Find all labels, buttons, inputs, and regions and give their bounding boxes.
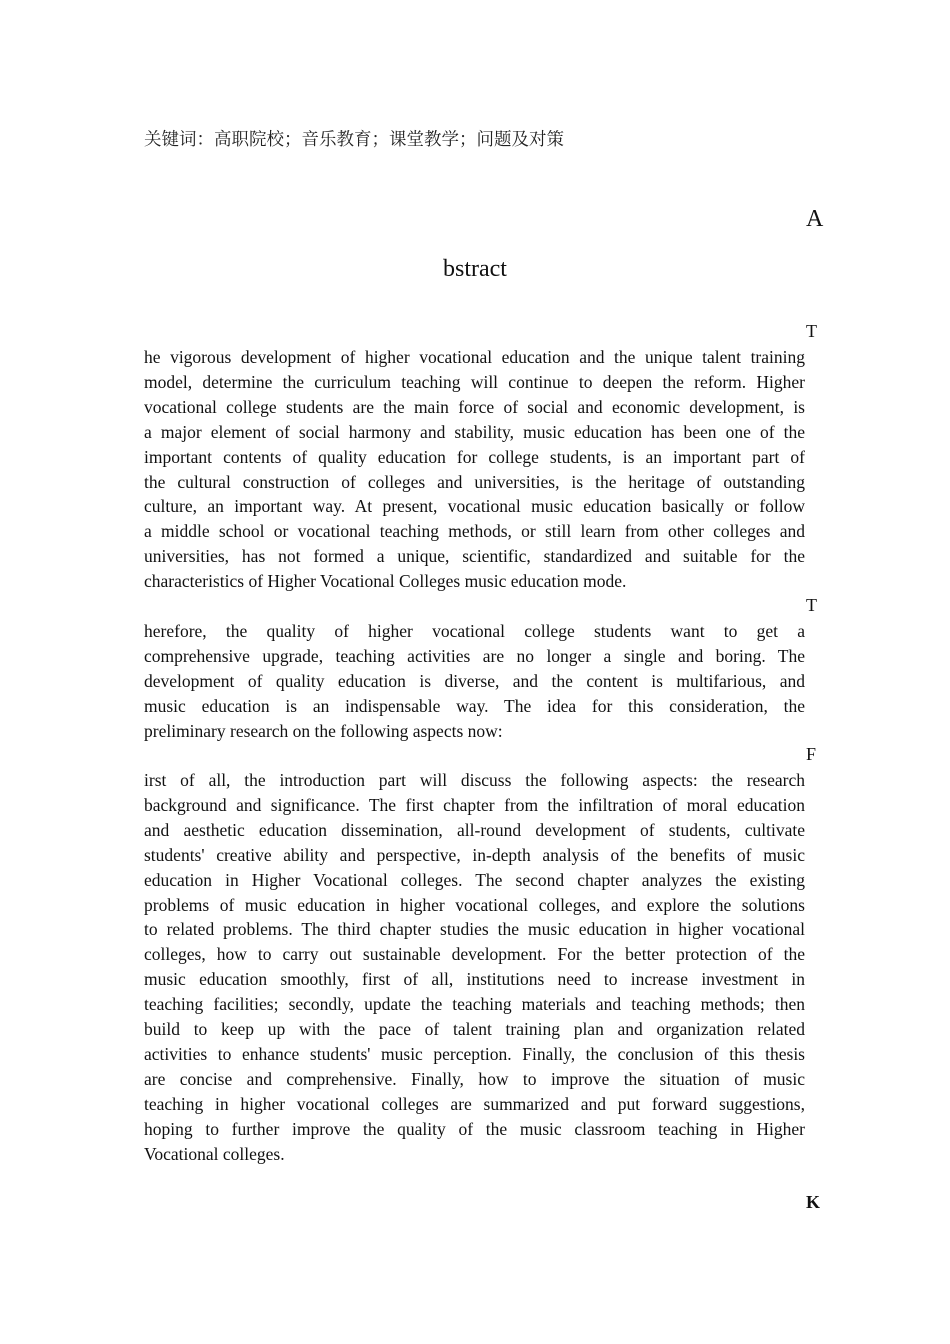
text-line: to related problems. The third chapter studies the music education in higher vocational [144,919,805,940]
text-line: irst of all, the introduction part will discuss the following aspects: the research [144,770,805,790]
chinese-keywords: 关键词：高职院校；音乐教育；课堂教学；问题及对策 [144,130,564,150]
text-line: Vocational colleges. [144,1143,285,1164]
text-line: development of quality education is diverse, and the content is multifarious, and [144,670,805,691]
text-line: comprehensive upgrade, teaching activities are no longer a single and boring. The [144,645,805,666]
text-line: culture, an important way. At present, vocational music education basically or follow [144,496,805,517]
text-line: vocational college students are the main force of social and economic development, is [144,396,805,417]
paragraph-1-drop-cap: T [806,321,817,341]
text-line: preliminary research on the following aspects now: [144,720,503,741]
text-line: a middle school or vocational teaching methods, or still learn from other colleges and [144,521,805,542]
text-line: problems of music education in higher vocational colleges, and explore the solutions [144,894,805,915]
text-line: he vigorous development of higher vocational education and the unique talent training [144,347,805,367]
text-line: and aesthetic education dissemination, all-round development of students, cultivate [144,819,805,840]
text-line: students' creative ability and perspective, in-depth analysis of the benefits of music [144,844,805,865]
text-line: herefore, the quality of higher vocational college students want to get a [144,621,805,641]
text-line: background and significance. The first chapter from the infiltration of moral education [144,794,805,815]
text-line: build to keep up with the pace of talent training plan and organization related [144,1019,805,1040]
text-line: colleges, how to carry out sustainable development. For the better protection of the [144,944,805,965]
text-line: music education is an indispensable way. The idea for this consideration, the [144,695,805,716]
text-line: a major element of social harmony and stability, music education has been one of the [144,421,805,442]
text-line: teaching in higher vocational colleges are summarized and put forward suggestions, [144,1093,805,1114]
abstract-paragraph-1 [144,345,805,594]
text-line: activities to enhance students' music perception. Finally, the conclusion of this thesis [144,1043,805,1064]
text-line: are concise and comprehensive. Finally, how to improve the situation of music [144,1068,805,1089]
keywords-drop-cap: K [806,1192,821,1212]
abstract-paragraph-2 [144,619,805,744]
abstract-title: bstract [443,256,507,282]
abstract-paragraph-3 [144,768,805,1167]
text-line: characteristics of Higher Vocational Colleges music education mode. [144,571,627,592]
text-line: the cultural construction of colleges and universities, is the heritage of outstanding [144,471,805,492]
text-line: universities, has not formed a unique, scientific, standardized and suitable for the [144,546,805,567]
paragraph-2-drop-cap: T [806,595,817,615]
text-line: hoping to further improve the quality of the music classroom teaching in Higher [144,1118,805,1139]
text-line: education in Higher Vocational colleges. The second chapter analyzes the existing [144,869,805,890]
paragraph-3-drop-cap: F [806,744,817,764]
text-line: important contents of quality education for college students, is an important part of [144,446,805,467]
text-line: teaching facilities; secondly, update the teaching materials and teaching methods; then [144,994,805,1015]
text-line: music education smoothly, first of all, institutions need to increase investment in [144,969,805,990]
text-line: model, determine the curriculum teaching will continue to deepen the reform. Higher [144,371,805,392]
abstract-title-drop-cap: A [806,206,824,232]
